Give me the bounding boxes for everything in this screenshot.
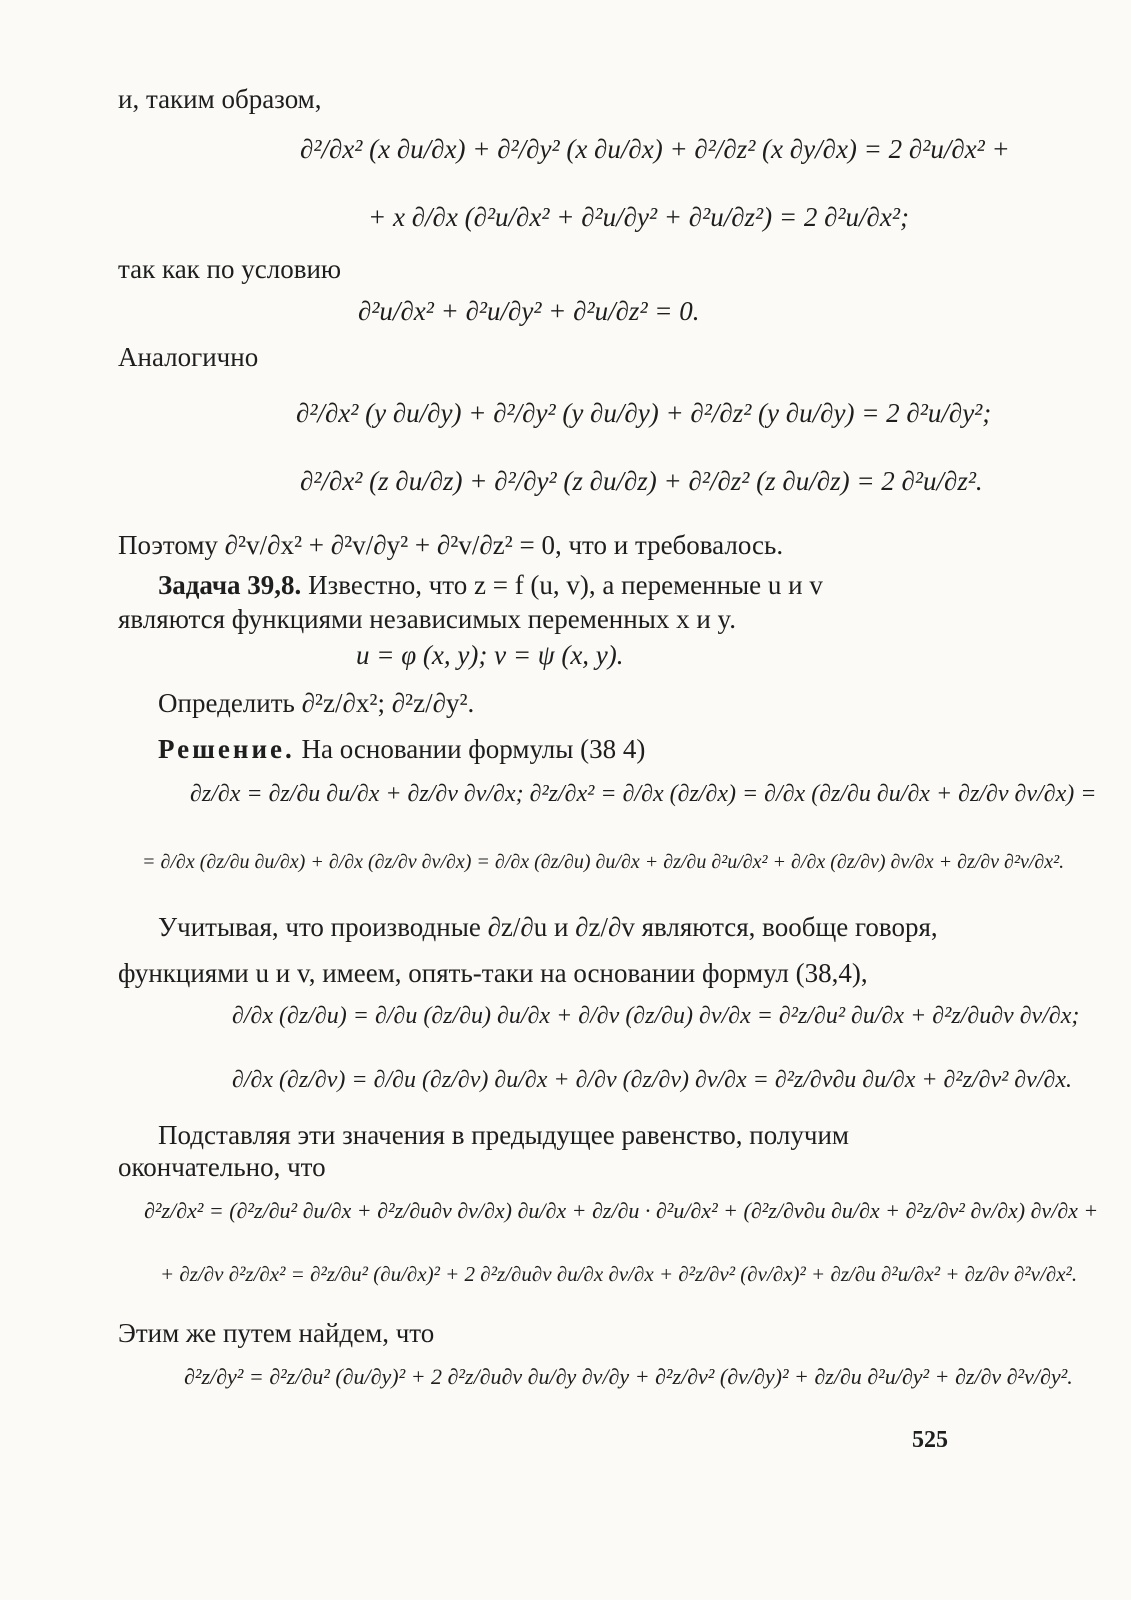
formula-line: u = φ (x, y); v = ψ (x, y).	[356, 640, 624, 670]
problem-text: Известно, что z = f (u, v), а переменные u и v	[301, 570, 823, 600]
text-line: так как по условию	[118, 254, 342, 284]
formula-line: ∂²/∂x² (x ∂u/∂x) + ∂²/∂y² (x ∂u/∂x) + ∂²/∂z² (x ∂y/∂x) = 2 ∂²u/∂x² +	[300, 134, 1010, 164]
solution-heading: Решение.	[158, 734, 295, 764]
text-line	[158, 736, 645, 763]
formula-line: = ∂/∂x (∂z/∂u ∂u/∂x) + ∂/∂x (∂z/∂v ∂v/∂x) = ∂/∂x (∂z/∂u) ∂u/∂x + ∂z/∂u ∂²u/∂x² + ∂/∂x (∂z/∂v) ∂v/∂x + ∂z/∂v ∂²v/∂x².	[142, 851, 1065, 873]
formula-line: ∂/∂x (∂z/∂v) = ∂/∂u (∂z/∂v) ∂u/∂x + ∂/∂v (∂z/∂v) ∂v/∂x = ∂²z/∂v∂u ∂u/∂x + ∂²z/∂v² ∂v/∂x.	[232, 1067, 1072, 1093]
formula-line: ∂²/∂x² (y ∂u/∂y) + ∂²/∂y² (y ∂u/∂y) + ∂²/∂z² (y ∂u/∂y) = 2 ∂²u/∂y²;	[296, 398, 992, 428]
formula-line: ∂²z/∂y² = ∂²z/∂u² (∂u/∂y)² + 2 ∂²z/∂u∂v ∂u/∂y ∂v/∂y + ∂²z/∂v² (∂v/∂y)² + ∂z/∂u ∂²u/∂y² + ∂z/∂v ∂²v/∂y².	[184, 1364, 1073, 1389]
solution-text: На основании формулы (38 4)	[294, 734, 646, 764]
formula-line: + ∂z/∂v ∂²z/∂x² = ∂²z/∂u² (∂u/∂x)² + 2 ∂²z/∂u∂v ∂u/∂x ∂v/∂x + ∂²z/∂v² (∂v/∂x)² + ∂z/∂u ∂²u/∂x² + ∂z/∂v ∂²v/∂x².	[160, 1262, 1078, 1286]
text-line: Учитывая, что производные ∂z/∂u и ∂z/∂v являются, вообще говоря,	[158, 912, 938, 942]
text-line: Поэтому ∂²v/∂x² + ∂²v/∂y² + ∂²v/∂z² = 0, что и требовалось.	[118, 530, 784, 560]
text-line: Подставляя эти значения в предыдущее равенство, получим	[158, 1120, 849, 1150]
text-line: и, таким образом,	[118, 84, 322, 114]
formula-line: ∂²u/∂x² + ∂²u/∂y² + ∂²u/∂z² = 0.	[358, 296, 700, 326]
formula-line: ∂/∂x (∂z/∂u) = ∂/∂u (∂z/∂u) ∂u/∂x + ∂/∂v (∂z/∂u) ∂v/∂x = ∂²z/∂u² ∂u/∂x + ∂²z/∂u∂v ∂v/∂x;	[232, 1003, 1080, 1029]
text-line: являются функциями независимых переменных x и y.	[118, 604, 737, 634]
formula-line: ∂z/∂x = ∂z/∂u ∂u/∂x + ∂z/∂v ∂v/∂x; ∂²z/∂x² = ∂/∂x (∂z/∂x) = ∂/∂x (∂z/∂u ∂u/∂x + ∂z/∂v ∂v/∂x) =	[190, 781, 1097, 807]
text-line: Аналогично	[118, 342, 259, 372]
formula-line: + x ∂/∂x (∂²u/∂x² + ∂²u/∂y² + ∂²u/∂z²) = 2 ∂²u/∂x²;	[368, 202, 909, 232]
text-line: окончательно, что	[118, 1152, 326, 1182]
text-line: Этим же путем найдем, что	[118, 1318, 435, 1348]
text-line: функциями u и v, имеем, опять-таки на основании формул (38,4),	[118, 958, 868, 988]
text-line: Определить ∂²z/∂x²; ∂²z/∂y².	[158, 688, 475, 718]
problem-heading: Задача 39,8.	[158, 570, 302, 600]
formula-line: ∂²z/∂x² = (∂²z/∂u² ∂u/∂x + ∂²z/∂u∂v ∂v/∂x) ∂u/∂x + ∂z/∂u · ∂²u/∂x² + (∂²z/∂v∂u ∂u/∂x + ∂²z/∂v² ∂v/∂x) ∂v/∂x +	[144, 1198, 1099, 1223]
formula-line: ∂²/∂x² (z ∂u/∂z) + ∂²/∂y² (z ∂u/∂z) + ∂²/∂z² (z ∂u/∂z) = 2 ∂²u/∂z².	[300, 466, 983, 496]
page-number: 525	[912, 1427, 948, 1453]
text-line	[158, 572, 823, 599]
